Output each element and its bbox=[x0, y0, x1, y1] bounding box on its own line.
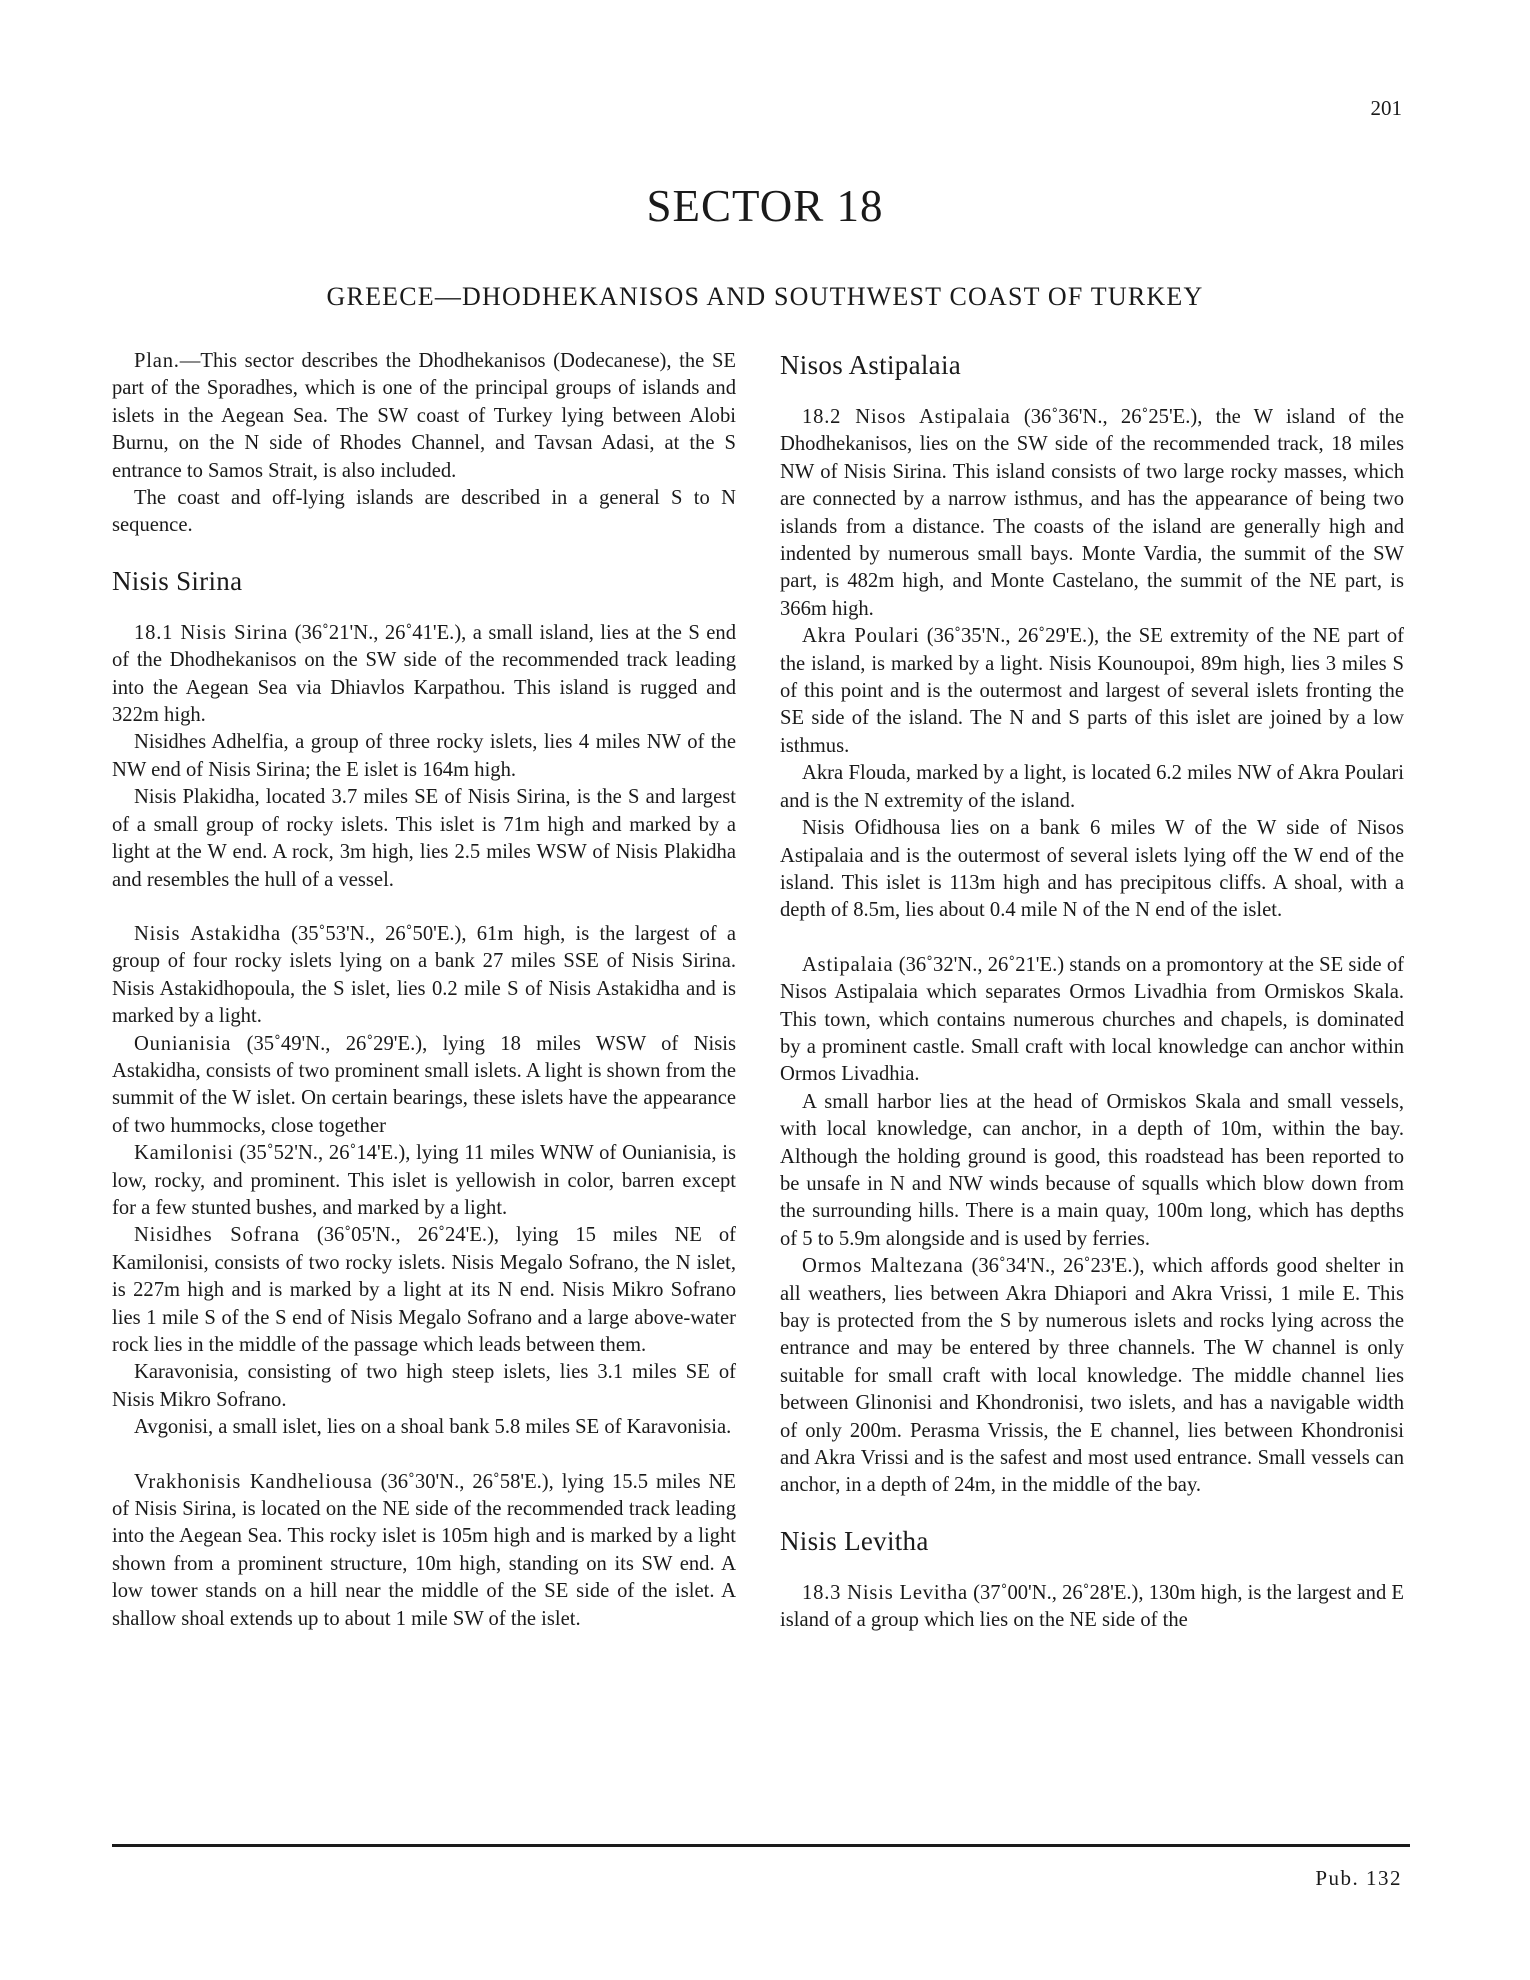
paragraph-text: (36˚34'N., 26˚23'E.), which affords good shelter in all weathers, lies between Akra Dhiapori and Akra Vrissi, 1 mile E. This bay is protected from the S by numerous islets and rocks lying across the entrance and may be entered by three channels. The W channel is only suitable for small craft with local knowledge. The middle channel lies between Glinonisi and Khondronisi, two islets, and has a navigable width of only 200m. Perasma Vrissis, the E channel, lies between Khondronisi and Akra Vrissi and is the safest and most used entrance. Small vessels can anchor, in a depth of 24m, in the middle of the bay. bbox=[780, 1255, 1404, 1497]
paragraph bbox=[780, 815, 1404, 925]
paragraph bbox=[112, 1140, 736, 1222]
paragraph-text: A small harbor lies at the head of Ormiskos Skala and small vessels, with local knowledge, can anchor, in a depth of 10m, within the bay. Although the holding ground is good, this roadstead has been reported to be unsafe in N and NW winds because of squalls which blow down from the surrounding hills. There is a main quay, 100m long, which has depths of 5 to 5.9m alongside and is used by ferries. bbox=[780, 1090, 1404, 1250]
section-heading-nisos-astipalaia: Nisos Astipalaia bbox=[780, 350, 962, 380]
paragraph bbox=[780, 1089, 1404, 1253]
paragraph-text: (36˚05'N., 26˚24'E.), lying 15 miles NE of Kamilonisi, consists of two rocky islets. Nisis Megalo Sofrano, the N islet, is 227m high and is marked by a light at its N end. Nisis Mikro Sofrano lies 1 mile S of the S end of Nisis Megalo Sofrano and a large above-water rock lies in the middle of the passage which leads between them. bbox=[112, 1224, 736, 1356]
paragraph bbox=[112, 1359, 736, 1414]
paragraph-lead: 18.3 Nisis Levitha bbox=[802, 1581, 968, 1604]
paragraph-lead: Akra Poulari bbox=[802, 625, 920, 648]
nisis-sirina-section bbox=[112, 620, 736, 1633]
paragraph-text: The coast and off-lying islands are described in a general S to N sequence. bbox=[112, 487, 736, 537]
paragraph bbox=[112, 348, 736, 485]
publication-number: Pub. 132 bbox=[1315, 1866, 1402, 1890]
paragraph-text: (35˚52'N., 26˚14'E.), lying 11 miles WNW of Ounianisia, is low, rocky, and prominent. This islet is yellowish in color, barren except for a few stunted bushes, and marked by a light. bbox=[112, 1142, 736, 1219]
paragraph-text: (35˚49'N., 26˚29'E.), lying 18 miles WSW of Nisis Astakidha, consists of two prominent small islets. A light is shown from the summit of the W islet. On certain bearings, these islets have the appearance of two hummocks, close together bbox=[112, 1032, 736, 1137]
paragraph bbox=[112, 729, 736, 784]
nisis-levitha-section bbox=[780, 1580, 1404, 1635]
paragraph-text: (36˚32'N., 26˚21'E.) stands on a promontory at the SE side of Nisos Astipalaia which separates Ormos Livadhia from Ormiskos Skala. This town, which contains numerous churches and chapels, is dominated by a prominent castle. Small craft with local knowledge can anchor within Ormos Livadhia. bbox=[780, 953, 1404, 1086]
page-title: SECTOR 18 bbox=[646, 181, 884, 231]
page-subtitle: GREECE—DHODHEKANISOS AND SOUTHWEST COAST OF TURKEY bbox=[326, 282, 1204, 311]
paragraph-lead: 18.1 Nisis Sirina bbox=[134, 621, 289, 644]
paragraph-lead: Nisis Astakidha bbox=[134, 922, 281, 945]
paragraph bbox=[112, 485, 736, 540]
paragraph bbox=[112, 620, 736, 730]
intro-section bbox=[112, 348, 736, 540]
paragraph bbox=[112, 1222, 736, 1359]
paragraph-text: Nisis Plakidha, located 3.7 miles SE of Nisis Sirina, is the S and largest of a small group of rocky islets. This islet is 71m high and marked by a light at the W end. A rock, 3m high, lies 2.5 miles WSW of Nisis Plakidha and resembles the hull of a vessel. bbox=[112, 786, 736, 891]
paragraph bbox=[112, 1414, 736, 1441]
paragraph-lead: Vrakhonisis Kandheliousa bbox=[134, 1470, 373, 1493]
paragraph-text: (36˚35'N., 26˚29'E.), the SE extremity of the NE part of the island, is marked by a light. Nisis Kounoupoi, 89m high, lies 3 miles S of this point and is the outermost and largest of several islets fronting the SE side of the island. The N and S parts of this islet are joined by a low isthmus. bbox=[780, 625, 1404, 757]
paragraph bbox=[780, 404, 1404, 623]
paragraph-text: (35˚53'N., 26˚50'E.), 61m high, is the largest of a group of four rocky islets lying on a bank 27 miles SSE of Nisis Sirina. Nisis Astakidhopoula, the S islet, lies 0.2 mile S of Nisis Astakidha and is marked by a light. bbox=[112, 922, 736, 1028]
paragraph-lead: Kamilonisi bbox=[134, 1142, 234, 1165]
page-number: 201 bbox=[1370, 96, 1402, 120]
nisos-astipalaia-section bbox=[780, 404, 1404, 1500]
footer-divider bbox=[112, 1844, 1410, 1847]
left-column bbox=[112, 348, 736, 1633]
paragraph-lead: Ormos Maltezana bbox=[802, 1255, 964, 1278]
paragraph-text: Avgonisi, a small islet, lies on a shoal bank 5.8 miles SE of Karavonisia. bbox=[134, 1416, 732, 1439]
right-column bbox=[780, 348, 1404, 1635]
paragraph bbox=[112, 1469, 736, 1633]
paragraph bbox=[780, 760, 1404, 815]
paragraph-text: Akra Flouda, marked by a light, is located 6.2 miles NW of Akra Poulari and is the N extremity of the island. bbox=[780, 762, 1404, 812]
section-heading-nisis-sirina: Nisis Sirina bbox=[112, 565, 243, 596]
paragraph-text: Nisidhes Adhelfia, a group of three rocky islets, lies 4 miles NW of the NW end of Nisis Sirina; the E islet is 164m high. bbox=[112, 731, 736, 781]
paragraph-lead: Plan. bbox=[134, 350, 180, 372]
paragraph-text: Karavonisia, consisting of two high steep islets, lies 3.1 miles SE of Nisis Mikro Sofrano. bbox=[112, 1361, 736, 1411]
paragraph-lead: Ounianisia bbox=[134, 1032, 232, 1055]
paragraph-lead: 18.2 Nisos Astipalaia bbox=[802, 406, 1011, 428]
paragraph-lead: Nisidhes Sofrana bbox=[134, 1224, 300, 1247]
paragraph bbox=[780, 1253, 1404, 1500]
paragraph bbox=[780, 1580, 1404, 1635]
paragraph-text: (36˚30'N., 26˚58'E.), lying 15.5 miles NE of Nisis Sirina, is located on the NE side of the recommended track leading into the Aegean Sea. This rocky islet is 105m high and is marked by a light shown from a prominent structure, 10m high, standing on its SW end. A low tower stands on a hill near the middle of the SE side of the islet. A shallow shoal extends up to about 1 mile SW of the islet. bbox=[112, 1470, 736, 1630]
paragraph bbox=[112, 1031, 736, 1141]
paragraph-text: Nisis Ofidhousa lies on a bank 6 miles W of the W side of Nisos Astipalaia and is the outermost of several islets lying off the W end of the island. This islet is 113m high and has precipitous cliffs. A shoal, with a depth of 8.5m, lies about 0.4 mile N of the N end of the islet. bbox=[780, 817, 1404, 922]
paragraph bbox=[780, 952, 1404, 1089]
paragraph bbox=[112, 784, 736, 894]
paragraph-text: (36˚21'N., 26˚41'E.), a small island, lies at the S end of the Dhodhekanisos on the SW side of the recommended track leading into the Aegean Sea via Dhiavlos Karpathou. This island is rugged and 322m high. bbox=[112, 621, 736, 727]
paragraph-text: —This sector describes the Dhodhekanisos (Dodecanese), the SE part of the Sporadhes, which is one of the principal groups of islands and islets in the Aegean Sea. The SW coast of Turkey lying between Alobi Burnu, on the N side of Rhodes Channel, and Tavsan Adasi, at the S entrance to Samos Strait, is also included. bbox=[112, 350, 736, 482]
paragraph-text: (37˚00'N., 26˚28'E.), 130m high, is the largest and E island of a group which lies on the NE side of the bbox=[780, 1581, 1404, 1632]
paragraph-lead: Astipalaia bbox=[802, 953, 894, 976]
paragraph bbox=[112, 921, 736, 1031]
section-heading-nisis-levitha: Nisis Levitha bbox=[780, 1525, 929, 1556]
paragraph bbox=[780, 623, 1404, 760]
paragraph-text: (36˚36'N., 26˚25'E.), the W island of the Dhodhekanisos, lies on the SW side of the recommended track, 18 miles NW of Nisis Sirina. This island consists of two large rocky masses, which are connected by a narrow isthmus, and has the appearance of being two islands from a distance. The coasts of the island are generally high and indented by numerous small bays. Monte Vardia, the summit of the SW part, is 482m high, and Monte Castelano, the summit of the NE part, is 366m high. bbox=[780, 406, 1404, 620]
